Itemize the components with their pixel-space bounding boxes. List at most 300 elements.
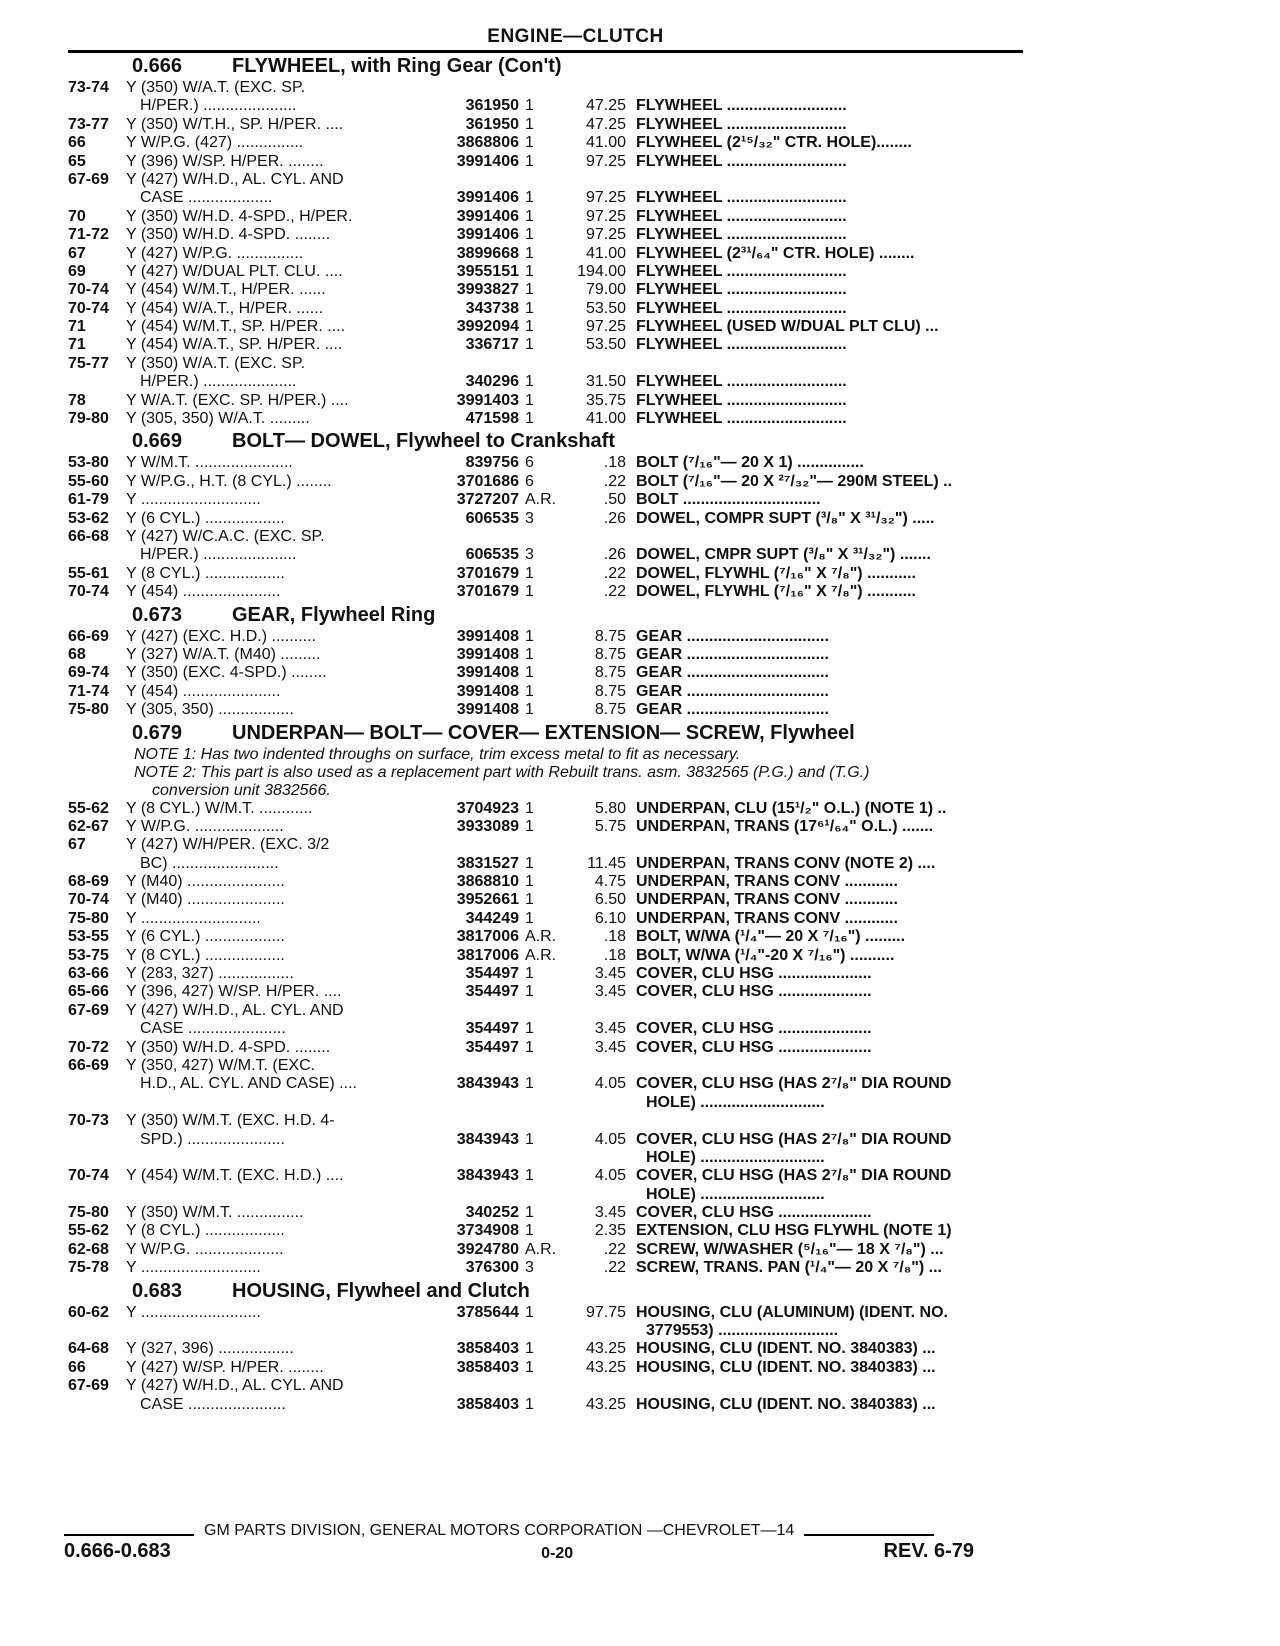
section-title: BOLT— DOWEL, Flywheel to Crankshaft [232, 430, 615, 453]
application: Y (350) W/H.D. 4-SPD. ........ [126, 1038, 331, 1056]
model-years: 73-77 [68, 115, 109, 133]
quantity: 1 [525, 1167, 534, 1185]
part-number [422, 1377, 519, 1395]
description [636, 528, 1023, 546]
section-number: 0.679 [132, 721, 183, 744]
model-years: 79-80 [68, 410, 109, 428]
price: 4.75 [594, 873, 626, 891]
price: 79.00 [585, 281, 626, 299]
quantity: 1 [525, 799, 534, 817]
part-number [422, 1094, 519, 1112]
description [636, 1112, 1023, 1130]
part-number: 3704923 [456, 799, 519, 817]
application: Y (427) W/H.D., AL. CYL. AND [126, 1377, 344, 1395]
part-row [68, 873, 1023, 891]
application: H.D., AL. CYL. AND CASE) .... [140, 1075, 357, 1093]
part-number: 3858403 [456, 1395, 519, 1413]
part-row [68, 565, 1023, 583]
price: 41.00 [585, 244, 626, 262]
footer-rule-left [64, 1534, 194, 1536]
price: 35.75 [585, 391, 626, 409]
description: FLYWHEEL (2³¹/₆₄" CTR. HOLE) ........ [636, 244, 915, 262]
price: .26 [603, 509, 626, 527]
application: Y (327, 396) ................. [126, 1340, 294, 1358]
quantity: 3 [525, 546, 534, 564]
description: FLYWHEEL ........................... [636, 262, 847, 280]
application: Y (427) W/H/PER. (EXC. 3/2 [126, 836, 330, 854]
price [563, 1186, 636, 1204]
quantity: 1 [525, 1020, 534, 1038]
price [563, 836, 636, 854]
price: 8.75 [594, 682, 626, 700]
description: FLYWHEEL ........................... [636, 226, 847, 244]
part-number: 471598 [465, 410, 519, 428]
quantity: 1 [525, 299, 534, 317]
description: COVER, CLU HSG (HAS 2⁷/₈" DIA ROUND [636, 1075, 952, 1093]
model-years [68, 1075, 126, 1093]
part-row [68, 208, 1023, 226]
description: FLYWHEEL ........................... [636, 373, 847, 391]
part-row [68, 510, 1023, 528]
application: Y ........................... [126, 491, 261, 509]
application: Y (427) W/H.D., AL. CYL. AND [126, 1001, 344, 1019]
model-years: 75-77 [68, 354, 109, 372]
price [563, 1057, 636, 1075]
model-years: 66-69 [68, 1056, 109, 1074]
application: Y (M40) ...................... [126, 891, 285, 909]
quantity: 1 [525, 891, 534, 909]
model-years: 55-60 [68, 472, 109, 490]
part-row [68, 1075, 1023, 1093]
part-number: 606535 [465, 509, 519, 527]
model-years: 65-66 [68, 983, 109, 1001]
model-years: 70 [68, 207, 86, 225]
part-row [68, 1186, 1023, 1204]
quantity: 1 [525, 1222, 534, 1240]
quantity: 1 [525, 189, 534, 207]
description: COVER, CLU HSG ..................... [636, 965, 872, 983]
application [126, 1149, 422, 1167]
footer-rule-right [804, 1534, 934, 1536]
price: 31.50 [585, 373, 626, 391]
quantity: 1 [525, 965, 534, 983]
quantity: 1 [525, 391, 534, 409]
part-row [68, 965, 1023, 983]
part-row [68, 491, 1023, 509]
part-number: 354497 [465, 983, 519, 1001]
quantity: 1 [525, 115, 534, 133]
description: HOUSING, CLU (IDENT. NO. 3840383) ... [636, 1395, 936, 1413]
application: H/PER.) ..................... [140, 546, 297, 564]
price [563, 171, 636, 189]
quantity: 1 [525, 281, 534, 299]
quantity: 6 [525, 454, 534, 472]
part-row [68, 836, 1023, 854]
application [126, 1186, 422, 1204]
price: 43.25 [585, 1395, 626, 1413]
part-row [68, 355, 1023, 373]
application: Y (454) W/M.T., SP. H/PER. .... [126, 318, 346, 336]
model-years: 67-69 [68, 1001, 109, 1019]
description: FLYWHEEL ........................... [636, 189, 847, 207]
description: BOLT ............................... [636, 491, 821, 509]
model-years [68, 1131, 126, 1149]
part-number: 3831527 [456, 854, 519, 872]
part-row [68, 97, 1023, 115]
application: Y (6 CYL.) .................. [126, 509, 285, 527]
application: Y (M40) ...................... [126, 873, 285, 891]
quantity: A.R. [525, 928, 557, 946]
part-row [68, 583, 1023, 601]
quantity: 1 [525, 336, 534, 354]
model-years: 67 [68, 836, 86, 854]
model-years [68, 1094, 126, 1112]
model-years [68, 855, 126, 873]
part-row [68, 928, 1023, 946]
model-years: 71-74 [68, 682, 109, 700]
description: FLYWHEEL ........................... [636, 115, 847, 133]
part-number [422, 1322, 519, 1340]
price: 43.25 [585, 1340, 626, 1358]
part-row [68, 1304, 1023, 1322]
description: EXTENSION, CLU HSG FLYWHL (NOTE 1) [636, 1222, 952, 1240]
model-years: 64-68 [68, 1340, 109, 1358]
description: FLYWHEEL ........................... [636, 207, 847, 225]
part-number: 3868806 [456, 134, 519, 152]
application: Y (305, 350) ................. [126, 701, 294, 719]
part-row [68, 891, 1023, 909]
model-years: 65 [68, 152, 86, 170]
model-years: 66 [68, 134, 86, 152]
price [563, 79, 636, 97]
application: H/PER.) ..................... [140, 373, 297, 391]
application: Y (283, 327) ................. [126, 965, 294, 983]
parts-list [68, 53, 1023, 1414]
description: HOLE) ............................ [646, 1148, 825, 1166]
description: HOUSING, CLU (IDENT. NO. 3840383) ... [636, 1358, 936, 1376]
price: .18 [603, 928, 626, 946]
model-years: 67 [68, 244, 86, 262]
quantity: 1 [525, 318, 534, 336]
part-number [422, 1002, 519, 1020]
quantity: 1 [525, 1038, 534, 1056]
price [563, 1149, 636, 1167]
part-row [68, 300, 1023, 318]
application: Y (427) W/SP. H/PER. ........ [126, 1358, 324, 1376]
quantity: 1 [525, 152, 534, 170]
application: Y W/P.G. .................... [126, 1240, 284, 1258]
section-number: 0.683 [132, 1279, 183, 1302]
part-number: 340252 [465, 1204, 519, 1222]
quantity: 1 [525, 873, 534, 891]
price: 47.25 [585, 97, 626, 115]
application: Y (427) W/C.A.C. (EXC. SP. [126, 527, 325, 545]
description [636, 355, 1023, 373]
footer-range: 0.666-0.683 [64, 1540, 171, 1562]
part-row [68, 983, 1023, 1001]
description: 3779553) ........................... [646, 1322, 839, 1340]
description [636, 1002, 1023, 1020]
description: DOWEL, FLYWHL (⁷/₁₆" X ⁷/₈") ........... [636, 564, 916, 582]
part-row [68, 373, 1023, 391]
description: COVER, CLU HSG (HAS 2⁷/₈" DIA ROUND [636, 1130, 952, 1148]
quantity [519, 1322, 563, 1340]
part-number: 3991408 [456, 664, 519, 682]
quantity [519, 1377, 563, 1395]
model-years: 70-74 [68, 891, 109, 909]
application: Y (427) W/H.D., AL. CYL. AND [126, 170, 344, 188]
application: Y (350) W/H.D. 4-SPD., H/PER. [126, 207, 353, 225]
part-row [68, 79, 1023, 97]
application: Y (305, 350) W/A.T. ......... [126, 410, 310, 428]
quantity [519, 1002, 563, 1020]
model-years [68, 1020, 126, 1038]
application: Y (427) (EXC. H.D.) .......... [126, 627, 316, 645]
part-row [68, 1222, 1023, 1240]
part-number: 361950 [465, 97, 519, 115]
description: FLYWHEEL ........................... [636, 152, 847, 170]
part-number: 3701679 [456, 583, 519, 601]
section-title: FLYWHEEL, with Ring Gear (Con't) [232, 55, 562, 77]
price: 194.00 [577, 262, 626, 280]
quantity: 1 [525, 244, 534, 262]
part-row [68, 171, 1023, 189]
footer-bottom [64, 1540, 974, 1563]
description: FLYWHEEL ........................... [636, 410, 847, 428]
quantity: 1 [525, 1303, 534, 1321]
part-number: 3952661 [456, 891, 519, 909]
quantity: 1 [525, 854, 534, 872]
part-row [68, 646, 1023, 664]
description [636, 1377, 1023, 1395]
quantity: 1 [525, 226, 534, 244]
model-years: 68 [68, 645, 86, 663]
price: 47.25 [585, 115, 626, 133]
price: .22 [603, 1259, 626, 1277]
part-number: 3991403 [456, 391, 519, 409]
model-years: 71 [68, 336, 86, 354]
part-number: 3785644 [456, 1303, 519, 1321]
price: .50 [603, 491, 626, 509]
description [636, 836, 1023, 854]
part-row [68, 1204, 1023, 1222]
part-number: 3843943 [456, 1167, 519, 1185]
model-years: 66-69 [68, 627, 109, 645]
quantity: 1 [525, 1130, 534, 1148]
part-number [422, 1057, 519, 1075]
model-years: 70-73 [68, 1112, 109, 1130]
model-years: 53-62 [68, 509, 109, 527]
description: FLYWHEEL ........................... [636, 97, 847, 115]
price: 4.05 [594, 1075, 626, 1093]
model-years: 71 [68, 318, 86, 336]
price: 8.75 [594, 627, 626, 645]
part-row [68, 1149, 1023, 1167]
part-row [68, 134, 1023, 152]
description: FLYWHEEL ........................... [636, 281, 847, 299]
part-number: 344249 [465, 909, 519, 927]
application: Y ........................... [126, 909, 261, 927]
model-years: 55-62 [68, 1222, 109, 1240]
section-note: NOTE 2: This part is also used as a replacement part with Rebuilt trans. asm. 3832565 (P.G.) and (T.G.) [134, 763, 870, 781]
quantity: 1 [525, 1075, 534, 1093]
description: UNDERPAN, TRANS CONV ............ [636, 909, 898, 927]
price: 97.25 [585, 189, 626, 207]
model-years: 68-69 [68, 873, 109, 891]
model-years: 75-78 [68, 1259, 109, 1277]
part-number: 3858403 [456, 1358, 519, 1376]
quantity [519, 1186, 563, 1204]
part-number: 3734908 [456, 1222, 519, 1240]
part-number [422, 1186, 519, 1204]
price: 3.45 [594, 1020, 626, 1038]
price: 3.45 [594, 1204, 626, 1222]
model-years: 60-62 [68, 1303, 109, 1321]
application: Y (8 CYL.) .................. [126, 946, 285, 964]
part-number: 3991408 [456, 682, 519, 700]
section-heading [68, 53, 1023, 79]
description: SCREW, W/WASHER (⁵/₁₆"— 18 X ⁷/₈") ... [636, 1240, 944, 1258]
price: 8.75 [594, 701, 626, 719]
model-years: 53-80 [68, 454, 109, 472]
application: Y (8 CYL.) .................. [126, 564, 285, 582]
part-row [68, 116, 1023, 134]
price: .18 [603, 454, 626, 472]
price: 97.25 [585, 207, 626, 225]
part-row [68, 855, 1023, 873]
quantity: 1 [525, 410, 534, 428]
price: .22 [603, 564, 626, 582]
part-row [68, 910, 1023, 928]
price: 97.25 [585, 152, 626, 170]
description: HOUSING, CLU (ALUMINUM) (IDENT. NO. [636, 1303, 948, 1321]
application: Y (350) W/M.T. ............... [126, 1204, 304, 1222]
part-number [422, 171, 519, 189]
quantity: 1 [525, 262, 534, 280]
description: UNDERPAN, TRANS CONV ............ [636, 891, 898, 909]
description: DOWEL, COMPR SUPT (³/₈" X ³¹/₃₂") ..... [636, 509, 935, 527]
section-number: 0.666 [132, 55, 183, 77]
model-years: 75-80 [68, 1204, 109, 1222]
price: 8.75 [594, 664, 626, 682]
part-row [68, 800, 1023, 818]
quantity [519, 355, 563, 373]
description [636, 1057, 1023, 1075]
price [563, 1322, 636, 1340]
description: GEAR ................................ [636, 627, 829, 645]
section-note: conversion unit 3832566. [152, 781, 331, 799]
model-years: 66 [68, 1358, 86, 1376]
quantity: A.R. [525, 491, 557, 509]
model-years [68, 1149, 126, 1167]
price: 8.75 [594, 645, 626, 663]
part-row [68, 189, 1023, 207]
application: Y (454) ...................... [126, 682, 281, 700]
quantity: 1 [525, 909, 534, 927]
quantity [519, 1149, 563, 1167]
application: Y W/P.G., H.T. (8 CYL.) ........ [126, 472, 332, 490]
quantity: 1 [525, 682, 534, 700]
application: Y (327) W/A.T. (M40) ......... [126, 645, 321, 663]
model-years: 55-62 [68, 799, 109, 817]
part-row [68, 528, 1023, 546]
application: Y (350) (EXC. 4-SPD.) ........ [126, 664, 327, 682]
description: DOWEL, CMPR SUPT (³/₈" X ³¹/₃₂") ....... [636, 546, 931, 564]
part-row [68, 1167, 1023, 1185]
quantity: 1 [525, 701, 534, 719]
description: GEAR ................................ [636, 645, 829, 663]
quantity: 1 [525, 983, 534, 1001]
description: FLYWHEEL ........................... [636, 336, 847, 354]
model-years [68, 1396, 126, 1414]
application [126, 1094, 422, 1112]
quantity: 1 [525, 627, 534, 645]
description: FLYWHEEL (2¹⁵/₃₂" CTR. HOLE)........ [636, 134, 912, 152]
model-years: 53-75 [68, 946, 109, 964]
price: 3.45 [594, 983, 626, 1001]
description: FLYWHEEL (USED W/DUAL PLT CLU) ... [636, 318, 939, 336]
application: CASE ................... [140, 189, 273, 207]
quantity: 1 [525, 373, 534, 391]
part-row [68, 1002, 1023, 1020]
part-number: 3817006 [456, 928, 519, 946]
application: Y (454) W/M.T., H/PER. ...... [126, 281, 326, 299]
model-years [68, 373, 126, 391]
application: Y (8 CYL.) W/M.T. ............ [126, 799, 313, 817]
part-number: 3899668 [456, 244, 519, 262]
model-years: 69-74 [68, 664, 109, 682]
application: Y (427) W/DUAL PLT. CLU. .... [126, 262, 343, 280]
footer-page-number: 0-20 [541, 1545, 574, 1562]
part-row [68, 818, 1023, 836]
part-number: 3991406 [456, 189, 519, 207]
price: .26 [603, 546, 626, 564]
description: DOWEL, FLYWHL (⁷/₁₆" X ⁷/₈") ........... [636, 583, 916, 601]
quantity: 1 [525, 207, 534, 225]
part-number: 3817006 [456, 946, 519, 964]
model-years: 62-68 [68, 1240, 109, 1258]
price [563, 1377, 636, 1395]
model-years [68, 1186, 126, 1204]
quantity: 1 [525, 134, 534, 152]
part-number: 340296 [465, 373, 519, 391]
part-row [68, 336, 1023, 354]
quantity: A.R. [525, 946, 557, 964]
description: GEAR ................................ [636, 664, 829, 682]
description: UNDERPAN, TRANS CONV ............ [636, 873, 898, 891]
section-title: HOUSING, Flywheel and Clutch [232, 1279, 530, 1302]
model-years [68, 1322, 126, 1340]
footer-revision: REV. 6-79 [883, 1540, 974, 1562]
part-row [68, 1241, 1023, 1259]
price: .18 [603, 946, 626, 964]
model-years: 70-74 [68, 1167, 109, 1185]
price: 6.50 [594, 891, 626, 909]
page-title: ENGINE—CLUTCH [487, 26, 664, 47]
application: Y ........................... [126, 1259, 261, 1277]
description: COVER, CLU HSG ..................... [636, 1204, 872, 1222]
application: Y (350, 427) W/M.T. (EXC. [126, 1056, 316, 1074]
quantity: 1 [525, 97, 534, 115]
quantity: 1 [525, 1340, 534, 1358]
section-title: UNDERPAN— BOLT— COVER— EXTENSION— SCREW, Flywheel [232, 721, 855, 744]
application: Y W/P.G. .................... [126, 817, 284, 835]
application: Y (454) W/M.T. (EXC. H.D.) .... [126, 1167, 344, 1185]
part-number [422, 1149, 519, 1167]
model-years: 70-74 [68, 299, 109, 317]
price [563, 1112, 636, 1130]
quantity: 1 [525, 664, 534, 682]
